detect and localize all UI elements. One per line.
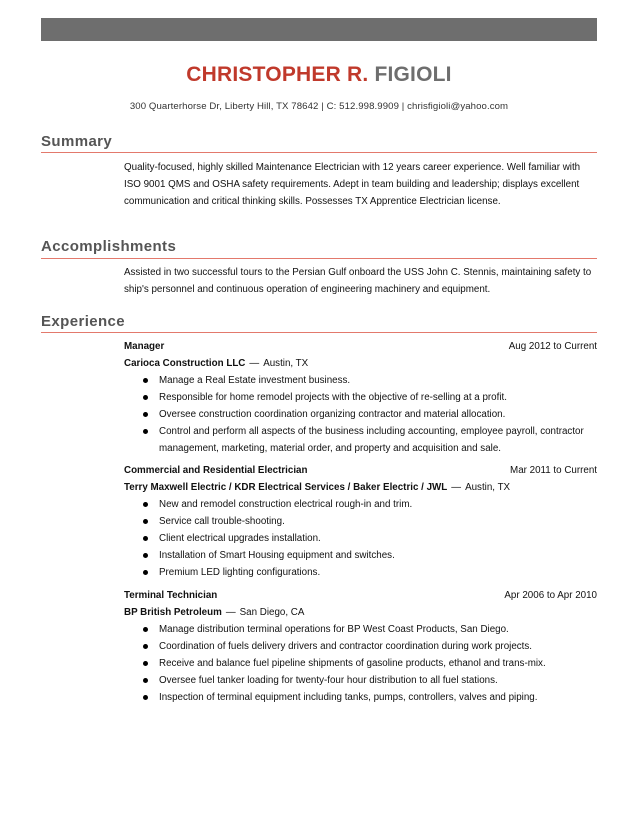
job-bullets	[124, 372, 597, 457]
company-dash: —	[451, 482, 462, 493]
first-name: CHRISTOPHER R.	[186, 63, 369, 86]
job-title: Commercial and Residential Electrician	[124, 465, 308, 476]
list-item	[124, 547, 597, 564]
list-item	[124, 496, 597, 513]
list-item	[124, 513, 597, 530]
job-bullets	[124, 496, 597, 581]
list-item	[124, 530, 597, 547]
bullet-text: Oversee construction coordination organizing contractor and material allocation.	[159, 409, 506, 420]
last-name: FIGIOLI	[374, 63, 452, 86]
contact-info: 300 Quarterhorse Dr, Liberty Hill, TX 78642 | C: 512.998.9909 | chrisfigioli@yahoo.com	[129, 101, 509, 112]
bullet-text: Premium LED lighting configurations.	[159, 567, 321, 578]
bullet-icon	[143, 661, 148, 666]
bullet-text: Service call trouble-shooting.	[159, 516, 285, 527]
list-item	[124, 372, 597, 389]
bullet-icon	[143, 644, 148, 649]
bullet-icon	[143, 627, 148, 632]
experience-rule	[41, 332, 597, 333]
job-entry	[124, 338, 597, 457]
job-company: Carioca Construction LLC	[124, 358, 246, 369]
accomplishments-text: Assisted in two successful tours to the Persian Gulf onboard the USS John C. Stennis, maintaining safety to ship's personnel and continuous operation of engineering machinery and equipment.	[124, 267, 592, 296]
bullet-icon	[143, 678, 148, 683]
list-item	[124, 423, 597, 457]
bullet-icon	[143, 553, 148, 558]
bullet-icon	[143, 695, 148, 700]
bullet-icon	[143, 570, 148, 575]
bullet-text: Control and perform all aspects of the business including accounting, employee payroll, contractor management, marketing, material order, and property and acquisition and sale.	[159, 426, 584, 454]
bullet-text: Client electrical upgrades installation.	[159, 533, 321, 544]
list-item	[124, 689, 597, 706]
bullet-text: Oversee fuel tanker loading for twenty-four hour distribution to all fuel stations.	[159, 675, 498, 686]
list-item	[124, 638, 597, 655]
bullet-icon	[143, 429, 148, 434]
bullet-text: Responsible for home remodel projects with the objective of re-selling at a profit.	[159, 392, 507, 403]
bullet-icon	[143, 519, 148, 524]
job-bullets	[124, 621, 597, 706]
bullet-text: Inspection of terminal equipment including tanks, pumps, controllers, valves and piping.	[159, 692, 538, 703]
candidate-name	[0, 63, 638, 87]
bullet-text: Coordination of fuels delivery drivers and contractor coordination during work projects.	[159, 641, 533, 652]
experience-heading: Experience	[41, 313, 126, 330]
accomplishments-rule	[41, 258, 597, 259]
list-item	[124, 621, 597, 638]
bullet-text: Manage a Real Estate investment business.	[159, 375, 351, 386]
company-dash: —	[249, 358, 260, 369]
accomplishments-heading: Accomplishments	[41, 238, 177, 255]
list-item	[124, 564, 597, 581]
job-title: Manager	[124, 341, 165, 352]
bullet-text: Receive and balance fuel pipeline shipments of gasoline products, ethanol and trans-mix.	[159, 658, 546, 669]
list-item	[124, 406, 597, 423]
bullet-text: Manage distribution terminal operations for BP West Coast Products, San Diego.	[159, 624, 509, 635]
list-item	[124, 672, 597, 689]
company-dash: —	[225, 607, 236, 618]
job-title: Terminal Technician	[124, 590, 218, 601]
job-company: BP British Petroleum	[124, 607, 222, 618]
bullet-icon	[143, 395, 148, 400]
summary-heading: Summary	[41, 133, 113, 150]
job-entry	[124, 462, 597, 581]
bullet-text: Installation of Smart Housing equipment and switches.	[159, 550, 395, 561]
bullet-icon	[143, 536, 148, 541]
job-location: Austin, TX	[263, 358, 309, 369]
bullet-icon	[143, 412, 148, 417]
summary-rule	[41, 152, 597, 153]
header-bar	[41, 18, 597, 41]
job-dates: Aug 2012 to Current	[508, 341, 597, 352]
job-company: Terry Maxwell Electric / KDR Electrical Services / Baker Electric / JWL	[124, 482, 448, 493]
summary-text: Quality-focused, highly skilled Maintenance Electrician with 12 years career experience. Well familiar with ISO 9001 QMS and OSHA safety requirements. Adept in team building and leadership; displays excellent communication and critical thinking skills. Possesses TX Apprentice Electrician license.	[124, 162, 581, 208]
job-location: San Diego, CA	[239, 607, 305, 618]
job-location: Austin, TX	[465, 482, 511, 493]
job-entry	[124, 587, 597, 706]
job-dates: Mar 2011 to Current	[510, 465, 597, 476]
bullet-icon	[143, 502, 148, 507]
list-item	[124, 389, 597, 406]
list-item	[124, 655, 597, 672]
bullet-text: New and remodel construction electrical rough-in and trim.	[159, 499, 413, 510]
bullet-icon	[143, 378, 148, 383]
job-dates: Apr 2006 to Apr 2010	[504, 590, 597, 601]
